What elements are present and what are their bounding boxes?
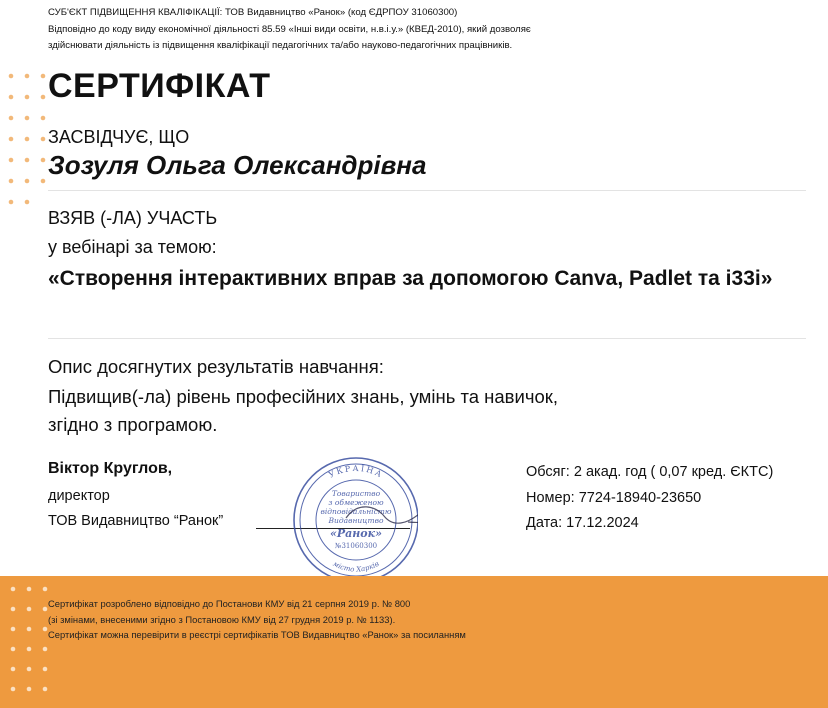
results-label: Опис досягнутих результатів навчання: xyxy=(48,356,384,377)
svg-text:Товариство: Товариство xyxy=(331,489,381,498)
participation-label: ВЗЯВ (-ЛА) УЧАСТЬ xyxy=(48,208,218,228)
footer-line-2: (зі змінами, внесеними згідно з Постановою КМУ від 27 грудня 2019 р. № 1133). xyxy=(48,613,396,625)
certifies-label: ЗАСВІДЧУЄ, ЩО xyxy=(48,127,190,147)
signatory-name: Віктор Круглов, xyxy=(48,460,173,477)
decorative-dots-footer xyxy=(0,576,52,708)
results-line-1: Підвищив(-ла) рівень професійних знань, умінь та навичок, xyxy=(48,386,559,407)
footer-line-3: Сертифікат можна перевірити в реєстрі сертифікатів ТОВ Видавництво «Ранок» за посиланням xyxy=(48,629,466,640)
svg-text:відповідальністю: відповідальністю xyxy=(320,507,392,516)
decorative-dots-top xyxy=(0,70,48,230)
volume-info: Обсяг: 2 акад. год ( 0,07 кред. ЄКТС) xyxy=(526,464,774,480)
seal-bottom-arc: місто Харків xyxy=(331,559,381,574)
signatory-organization: ТОВ Видавництво “Ранок” xyxy=(48,513,224,529)
results-text xyxy=(48,383,668,439)
results-line-2: згідно з програмою. xyxy=(48,414,218,435)
certificate-details xyxy=(526,460,773,537)
official-seal xyxy=(288,446,418,584)
footer-line-1: Сертифікат розроблено відповідно до Постанови КМУ від 21 серпня 2019 р. № 800 xyxy=(48,598,411,609)
svg-text:№31060300: №31060300 xyxy=(334,542,378,550)
certificate-number: Номер: 7724-18940-23650 xyxy=(526,489,702,506)
topic-label: у вебінарі за темою: xyxy=(48,237,217,257)
svg-text:з обмеженою: з обмеженою xyxy=(328,498,384,507)
signatory-position: директор xyxy=(48,488,110,504)
accreditation-header xyxy=(48,5,531,55)
certificate-title: СЕРТИФІКАТ xyxy=(48,67,271,105)
header-line-2: Відповідно до коду виду економічної діяльності 85.59 «Інші види освіти, н.в.і.у.» (КВЕД-2010), який дозволяє xyxy=(48,23,531,35)
footer-legal-text xyxy=(48,596,466,643)
divider xyxy=(48,338,806,339)
header-line-1: СУБ'ЄКТ ПІДВИЩЕННЯ КВАЛІФІКАЦІЇ: ТОВ Видавництво «Ранок» (код ЄДРПОУ 31060300) xyxy=(48,7,458,18)
header-line-3: здійснювати діяльність із підвищення кваліфікації педагогічних та/або науково-педагогічних працівників. xyxy=(48,40,513,51)
issue-date: Дата: 17.12.2024 xyxy=(526,515,639,531)
divider xyxy=(48,190,806,191)
svg-text:«Ранок»: «Ранок» xyxy=(330,527,382,540)
webinar-topic: «Створення інтерактивних вправ за допомогою Canva, Padlet та і33і» xyxy=(48,267,773,290)
seal-top-arc: УКРАЇНА xyxy=(327,463,385,480)
svg-text:Видавництво: Видавництво xyxy=(328,516,384,525)
participant-name: Зозуля Ольга Олександрівна xyxy=(48,150,427,180)
